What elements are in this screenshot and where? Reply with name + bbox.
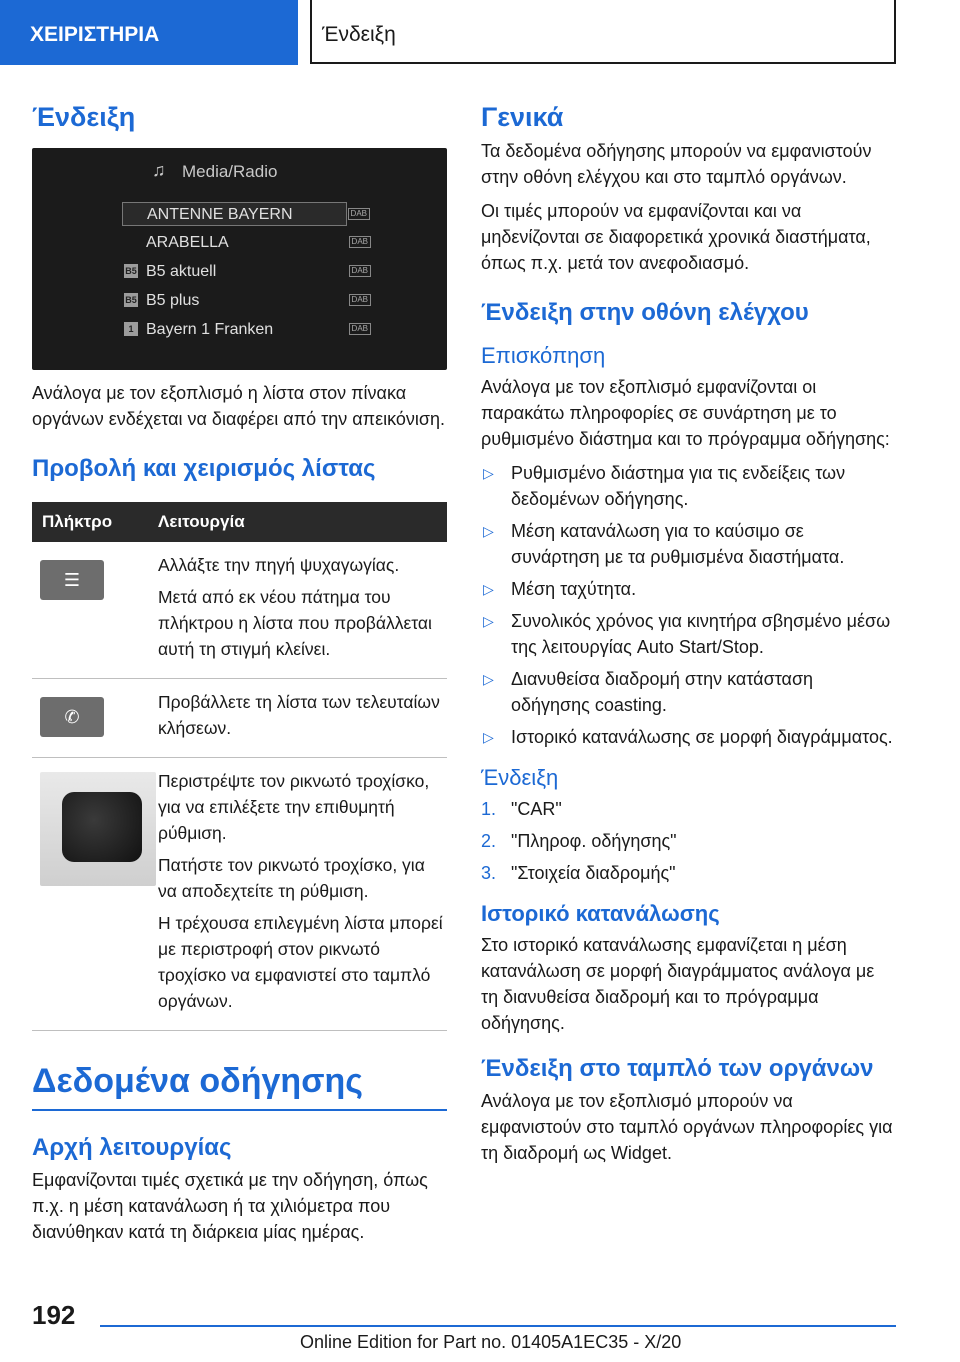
general-text-1: Τα δεδομένα οδήγησης μπορούν να εμφανιστούν στην οθόνη ελέγχου και στο ταμπλό οργάνων. [481,141,872,187]
list-item-text: Ιστορικό κατανάλωσης σε μορφή διαγράμματος. [511,727,893,747]
step-text: "Στοιχεία διαδρομής" [511,863,676,883]
triangle-bullet-icon: ▷ [483,523,494,539]
list-item [122,318,368,342]
display-title: Ένδειξη [32,102,136,132]
media-radio-screenshot [32,148,447,370]
principle-text: Εμφανίζονται τιμές σχετικά με την οδήγηση, όπως π.χ. η μέση κατανάλωση ή τα χιλιόμετρα που διανύθηκαν κατά τη διάρκεια μίας ημέρας. [32,1170,428,1242]
right-column [481,100,896,1174]
control-display-heading: Ένδειξη στην οθόνη ελέγχου [481,299,809,326]
row-text: Πατήστε τον ρικνωτό τροχίσκο, για να αποδεχτείτε τη ρύθμιση. [158,855,425,901]
info-list [481,460,896,750]
triangle-bullet-icon: ▷ [483,465,494,481]
list-menu-icon: ☰ [40,560,104,600]
instrument-cluster-heading: Ένδειξη στο ταμπλό των οργάνων [481,1055,874,1082]
history-heading: Ιστορικό κατανάλωσης [481,901,720,926]
list-item-label: ANTENNE BAYERN [147,206,293,223]
list-item-text: Ρυθμισμένο διάστημα για τις ενδείξεις των δεδομένων οδήγησης. [511,463,846,509]
step-number: 3. [481,863,497,883]
list-item-label: ARABELLA [146,234,229,251]
heading-divider [32,1109,447,1111]
list-item-text: Συνολικός χρόνος για κινητήρα σβησμένο μέσω της λειτουργίας Auto Start/Stop. [511,611,891,657]
footer-divider [100,1325,896,1327]
driving-data-heading: Δεδομένα οδήγησης [32,1062,363,1100]
list-item [481,666,896,718]
phone-icon: ✆ [40,697,104,737]
dab-badge: DAB [349,323,371,335]
step-text: "Πληροφ. οδήγησης" [511,831,677,851]
list-item [122,260,368,284]
list-item [481,518,896,570]
triangle-bullet-icon: ▷ [483,581,494,597]
dab-badge: DAB [349,236,371,248]
step-number: 1. [481,799,497,819]
list-item-text: Μέση κατανάλωση για το καύσιμο σε συνάρτηση με τα ρυθμισμένα διαστήματα. [511,521,845,567]
general-heading: Γενικά [481,102,564,132]
general-text-2: Οι τιμές μπορούν να εμφανίζονται και να μηδενίζονται σε διαφορετικά χρονικά διαστήματα, όπως π.χ. μετά τον ανεφοδιασμό. [481,201,871,273]
left-column [32,100,447,1253]
list-item [481,724,896,750]
list-heading: Προβολή και χειρισμός λίστας [32,455,376,482]
list-item-label: Bayern 1 Franken [146,321,274,338]
row-text: Μετά από εκ νέου πάτημα του πλήκτρου η λίστα που προβάλλεται αυτή τη στιγμή κλείνει. [158,587,432,659]
edition-text: Online Edition for Part no. 01405A1EC35 - X/20 [300,1332,682,1352]
table-header [32,502,447,542]
media-title: Media/Radio [182,162,278,181]
step-item [481,796,896,822]
chapter-title: Ένδειξη [310,0,896,64]
triangle-bullet-icon: ▷ [483,729,494,745]
preset-badge: B5 [125,266,137,276]
list-item-text: Μέση ταχύτητα. [511,579,637,599]
step-number: 2. [481,831,497,851]
triangle-bullet-icon: ▷ [483,671,494,687]
table-row [32,679,447,758]
col-function-header: Λειτουργία [158,512,245,531]
row-text: Περιστρέψτε τον ρικνωτό τροχίσκο, για να επιλέξετε την επιθυμητή ρύθμιση. [158,771,430,843]
controller-knob-icon [40,772,156,886]
list-item [481,608,896,660]
table-row [32,758,447,1031]
table-row [32,542,447,679]
list-item [481,460,896,512]
triangle-bullet-icon: ▷ [483,613,494,629]
steps-list [481,796,896,886]
section-tab[interactable]: ΧΕΙΡΙΣΤΗΡΙΑ [0,0,298,65]
list-item-label: B5 plus [146,292,200,309]
list-item-label: B5 aktuell [146,263,217,280]
display-subheading: Ένδειξη [481,765,559,790]
overview-text: Ανάλογα με τον εξοπλισμό εμφανίζονται οι παρακάτω πληροφορίες σε συνάρτηση με το ρυθμισμένο διάστημα και το πρόγραμμα οδήγησης: [481,377,890,449]
row-text: Αλλάξτε την πηγή ψυχαγωγίας. [158,555,400,575]
media-radio-icon: ♫ [152,160,166,180]
list-item [481,576,896,602]
dab-badge: DAB [349,294,371,306]
step-item [481,828,896,854]
step-text: "CAR" [511,799,562,819]
row-text: Η τρέχουσα επιλεγμένη λίστα μπορεί με περιστροφή στον ρικνωτό τροχίσκο να εμφανιστεί στο ταμπλό οργάνων. [158,913,443,1011]
dab-badge: DAB [349,265,371,277]
page-number: 192 [32,1300,76,1330]
history-text: Στο ιστορικό κατανάλωσης εμφανίζεται η μέση κατανάλωση σε μορφή διαγράμματος ανάλογα με τη διανυθείσα διαδρομή και το πρόγραμμα οδήγησης. [481,935,875,1033]
step-item [481,860,896,886]
controls-table [32,502,447,1031]
overview-heading: Επισκόπηση [481,343,606,368]
col-button-header: Πλήκτρο [42,512,113,531]
row-text: Προβάλλετε τη λίστα των τελευταίων κλήσεων. [158,692,440,738]
list-item [122,231,368,255]
principle-heading: Αρχή λειτουργίας [32,1134,232,1161]
instrument-cluster-text: Ανάλογα με τον εξοπλισμό μπορούν να εμφανιστούν στο ταμπλό οργάνων πληροφορίες για τη διαδρομή ως Widget. [481,1091,893,1163]
list-item [122,289,368,313]
list-item-text: Διανυθείσα διαδρομή στην κατάσταση οδήγησης coasting. [511,669,814,715]
intro-text: Ανάλογα με τον εξοπλισμό η λίστα στον πίνακα οργάνων ενδέχεται να διαφέρει από την απεικόνιση. [32,383,446,429]
preset-badge: B5 [125,295,137,305]
preset-badge: 1 [124,322,138,336]
list-item [122,202,367,226]
dab-badge: DAB [348,208,370,220]
